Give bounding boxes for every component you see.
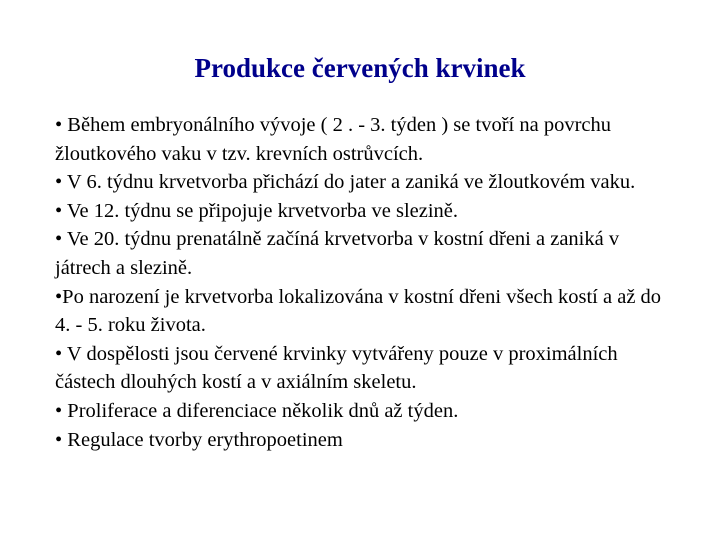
bullet-item-6: • V dospělosti jsou červené krvinky vytvářeny pouze v proximálních částech dlouhých kostí a v axiálním skeletu. bbox=[55, 342, 618, 394]
bullet-item-5: •Po narození je krvetvorba lokalizována v kostní dřeni všech kostí a až do 4. - 5. roku života. bbox=[55, 285, 662, 337]
bullet-item-8: • Regulace tvorby erythropoetinem bbox=[55, 428, 343, 451]
bullet-item-4: • Ve 20. týdnu prenatálně začíná krvetvorba v kostní dřeni a zaniká v játrech a slezině. bbox=[55, 228, 620, 279]
bullet-item-3: • Ve 12. týdnu se připojuje krvetvorba ve slezině. bbox=[55, 199, 459, 222]
bullet-item-7: • Proliferace a diferenciace několik dnů až týden. bbox=[55, 399, 459, 422]
bullet-list bbox=[55, 111, 675, 454]
slide-title: Produkce červených krvinek bbox=[194, 53, 526, 83]
bullet-item-1: • Během embryonálního vývoje ( 2 . - 3. týden ) se tvoří na povrchu žloutkového vaku v tzv. krevních ostrůvcích. bbox=[55, 114, 611, 165]
bullet-item-2: • V 6. týdnu krvetvorba přichází do jater a zaniká ve žloutkovém vaku. bbox=[55, 171, 636, 194]
